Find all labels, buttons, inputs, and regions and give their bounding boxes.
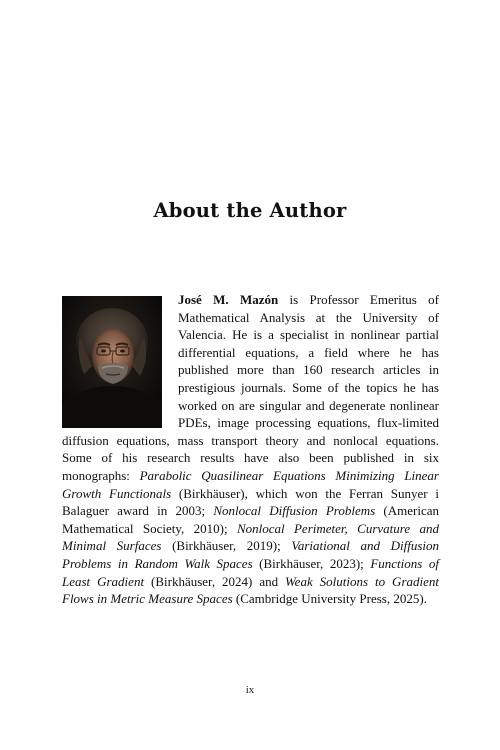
book-details: (Birkhäuser), which won the Ferran Sunyer i Balaguer award in 2003; (62, 485, 439, 519)
author-bio (62, 291, 439, 608)
book-details: (American Mathematical Society, 2010); (62, 503, 440, 536)
book-details: (Cambridge University Press, 2025). (232, 591, 427, 607)
book-title: Weak Solutions to Gradient Flows in Metric Measure Spaces (62, 573, 439, 607)
page-title: About the Author (153, 199, 347, 222)
photo-spacer (62, 291, 162, 429)
book-title: Functions of Least Gradient (62, 555, 440, 589)
book-details: (Birkhäuser, 2019); (161, 538, 292, 554)
author-name: José M. Mazón (178, 292, 279, 307)
book-details: (Birkhäuser, 2024) and (144, 573, 286, 589)
bio-intro: is Professor Emeritus of Mathematical Analysis at the University of Valencia. He is a specialist in nonlinear partial differential equations, a field where he has published more than 160 research articles in prestigious journals. Some of the topics he has worked on are singular and degenerate nonlinear PDEs, image processing equations, flux-limited diffusion equations, mass transport theory and nonlocal equations. Some of his research results have also been published in six monographs: (62, 292, 439, 483)
book-details: (Birkhäuser, 2023); (252, 555, 371, 571)
book-title: Nonlocal Diffusion Problems (213, 503, 376, 519)
page-number: ix (245, 684, 255, 696)
book-title: Nonlocal Perimeter, Curvature and Minimal Surfaces (62, 520, 439, 554)
book-title: Variational and Diffusion Problems in Random Walk Spaces (62, 538, 439, 571)
book-title: Parabolic Quasilinear Equations Minimizing Linear Growth Functionals (62, 467, 439, 501)
